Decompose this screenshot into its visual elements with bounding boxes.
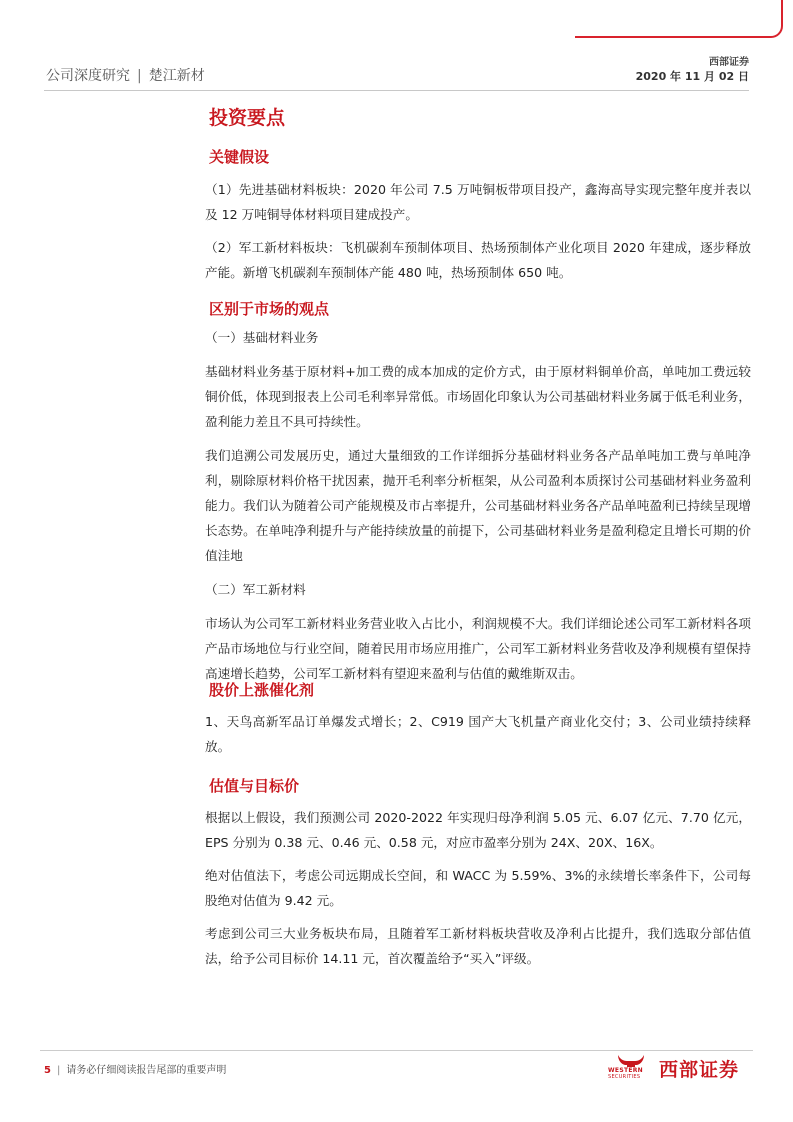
header-left bbox=[46, 65, 205, 85]
paragraph: 根据以上假设，我们预测公司 2020-2022 年实现归母净利润 5.05 元、6.07 亿元、7.70 亿元，EPS 分别为 0.38 元、0.46 元、0.58 元，对应市盈率分别为 24X、20X、16X。 bbox=[205, 810, 751, 850]
subsection-title: （一）基础材料业务 bbox=[205, 330, 319, 345]
section-title: 股价上涨催化剂 bbox=[209, 681, 315, 699]
header-divider bbox=[44, 90, 749, 91]
paragraph: （1）先进基础材料板块：2020 年公司 7.5 万吨铜板带项目投产，鑫海高导实现完整年度并表以及 12 万吨铜导体材料项目建成投产。 bbox=[205, 182, 751, 222]
section-valuation bbox=[205, 775, 751, 971]
paragraph: 绝对估值法下，考虑公司远期成长空间，和 WACC 为 5.59%、3%的永续增长率条件下，公司每股绝对估值为 9.42 元。 bbox=[205, 868, 751, 908]
section-catalysts bbox=[205, 679, 751, 759]
report-date: 2020 年 11 月 02 日 bbox=[635, 70, 749, 83]
section-market-view bbox=[205, 298, 751, 686]
header-corner-frame bbox=[575, 0, 783, 38]
paragraph: 我们追溯公司发展历史，通过大量细致的工作详细拆分基础材料业务各产品单吨加工费与单吨净利，剔除原材料价格干扰因素，抛开毛利率分析框架，从公司盈利本质探讨公司基础材料业务盈利能力。我们认为随着公司产能规模及市占率提升，公司基础材料业务各产品单吨盈利已持续呈现增长态势。在单吨净利提升与产能持续放量的前提下，公司基础材料业务是盈利稳定且增长可期的价值洼地 bbox=[205, 448, 751, 563]
brand-logo bbox=[606, 1053, 752, 1083]
paragraph: （2）军工新材料板块：飞机碳刹车预制体项目、热场预制体产业化项目 2020 年建成，逐步释放产能。新增飞机碳刹车预制体产能 480 吨，热场预制体 650 吨。 bbox=[205, 240, 751, 280]
footer-separator: | bbox=[56, 1065, 61, 1076]
footer-note bbox=[44, 1061, 226, 1076]
header-separator: | bbox=[137, 68, 142, 84]
paragraph: 1、天鸟高新军品订单爆发式增长；2、C919 国产大飞机量产商业化交付；3、公司业绩持续释放。 bbox=[205, 714, 751, 754]
subsection-title: （二）军工新材料 bbox=[205, 582, 306, 597]
logo-english-subtitle: SECURITIES bbox=[608, 1074, 641, 1080]
section-key-assumptions bbox=[205, 146, 751, 285]
company-name: 楚江新材 bbox=[148, 68, 205, 84]
footer-disclaimer: 请务必仔细阅读报告尾部的重要声明 bbox=[66, 1065, 227, 1076]
page-number: 5 bbox=[44, 1065, 51, 1076]
logo-chinese-name: 西部证券 bbox=[659, 1059, 740, 1081]
header-brand: 西部证券 bbox=[709, 57, 749, 68]
paragraph: 考虑到公司三大业务板块布局，且随着军工新材料板块营收及净利占比提升，我们选取分部估值法，给予公司目标价 14.11 元，首次覆盖给予“买入”评级。 bbox=[205, 926, 751, 966]
section-title: 关键假设 bbox=[209, 148, 270, 166]
paragraph: 基础材料业务基于原材料+加工费的成本加成的定价方式，由于原材料铜单价高，单吨加工费远较铜价低，体现到报表上公司毛利率异常低。市场固化印象认为公司基础材料业务属于低毛利业务，盈利能力差且不具可持续性。 bbox=[205, 364, 751, 429]
logo-english-name: WESTERN bbox=[608, 1067, 643, 1074]
page-title: 投资要点 bbox=[209, 107, 286, 129]
section-title: 区别于市场的观点 bbox=[209, 300, 330, 318]
paragraph: 市场认为公司军工新材料业务营业收入占比小，利润规模不大。我们详细论述公司军工新材料各项产品市场地位与行业空间，随着民用市场应用推广，公司军工新材料业务营收及净利规模有望保持高速增长趋势，公司军工新材料有望迎来盈利与估值的戴维斯双击。 bbox=[205, 616, 751, 681]
footer-divider bbox=[40, 1050, 753, 1051]
section-title: 估值与目标价 bbox=[209, 777, 300, 795]
report-type: 公司深度研究 bbox=[46, 68, 130, 84]
